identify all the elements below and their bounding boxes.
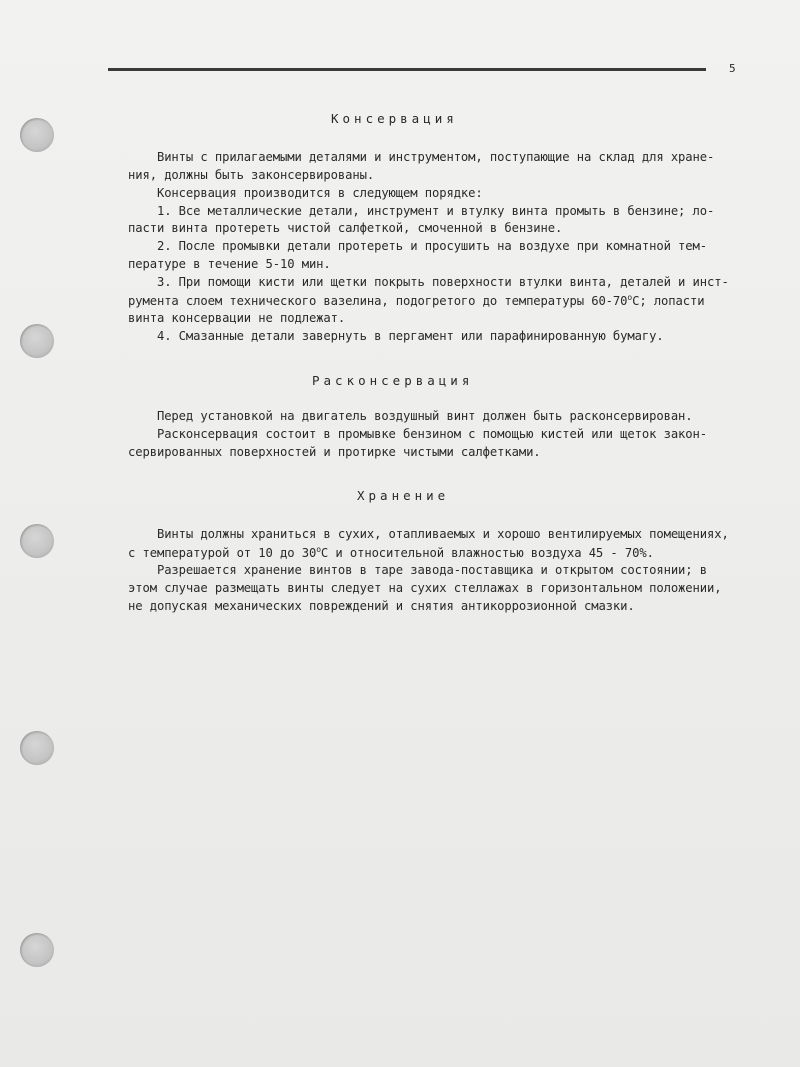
text-segment: с температурой от 10 до 30 (128, 546, 317, 560)
text-segment: C; лопасти (632, 294, 705, 308)
text-line: 4. Смазанные детали завернуть в пергамент или парафинированную бумагу. (128, 329, 664, 343)
text-line: 1. Все металлические детали, инструмент и втулку винта промыть в бензине; ло- (128, 204, 715, 218)
text-segment: румента слоем технического вазелина, подогретого до температуры 60-70 (128, 294, 628, 308)
text-line: 3. При помощи кисти или щетки покрыть поверхности втулки винта, деталей и инст- (128, 275, 729, 289)
text-line: пасти винта протереть чистой салфеткой, смоченной в бензине. (128, 221, 563, 235)
text-line: ния, должны быть законсервированы. (128, 168, 375, 182)
punch-hole (20, 324, 54, 358)
text-line: Винты с прилагаемыми деталями и инструментом, поступающие на склад для хране- (128, 150, 715, 164)
text-line: пературе в течение 5-10 мин. (128, 257, 331, 271)
section-heading-storage: Хранение (357, 488, 450, 503)
text-line: сервированных поверхностей и протирке чистыми салфетками. (128, 445, 541, 459)
punch-hole (20, 118, 54, 152)
text-line: Разрешается хранение винтов в таре завода-поставщика и открытом состоянии; в (128, 563, 708, 577)
section-heading-conservation: Консервация (331, 111, 458, 126)
text-line: винта консервации не подлежат. (128, 311, 346, 325)
degree-sign: o (316, 545, 321, 554)
punch-hole (20, 933, 54, 967)
text-line: Расконсервация состоит в промывке бензином с помощью кистей или щеток закон- (128, 427, 708, 441)
text-line: Винты должны храниться в сухих, отапливаемых и хорошо вентилируемых помещениях, (128, 527, 729, 541)
text-line: Перед установкой на двигатель воздушный винт должен быть расконсервирован. (128, 409, 693, 423)
header-rule (108, 68, 706, 71)
text-segment: C и относительной влажностью воздуха 45 - 70%. (320, 546, 654, 560)
punch-hole (20, 731, 54, 765)
text-line: этом случае размещать винты следует на сухих стеллажах в горизонтальном положении, (128, 581, 722, 595)
text-line: не допуская механических повреждений и снятия антикоррозионной смазки. (128, 599, 635, 613)
section-heading-deconservation: Расконсервация (312, 373, 474, 388)
text-line: 2. После промывки детали протереть и просушить на воздухе при комнатной тем- (128, 239, 708, 253)
text-line (128, 293, 705, 308)
text-line: Консервация производится в следующем порядке: (128, 186, 483, 200)
text-line (128, 545, 654, 560)
degree-sign: o (627, 293, 633, 302)
punch-hole (20, 524, 54, 558)
page-number: 5 (729, 62, 736, 75)
